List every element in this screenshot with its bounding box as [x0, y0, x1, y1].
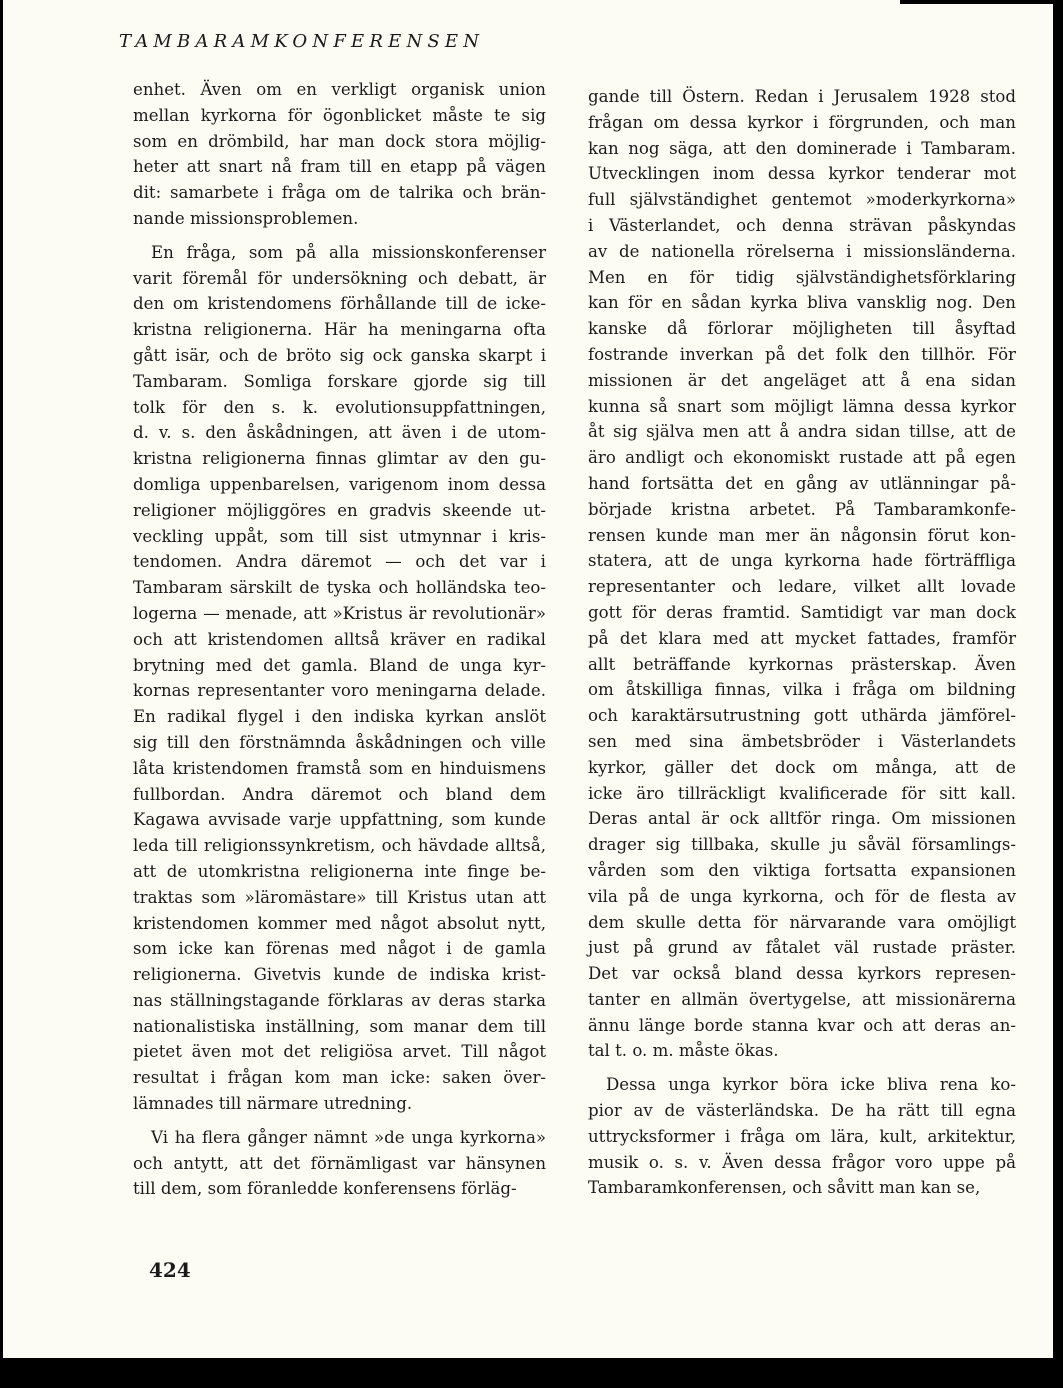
text-line: äro andligt och ekonomiskt rustade att på egen: [588, 448, 1016, 468]
text-line: religionerna. Givetvis kunde de indiska krist-: [133, 965, 546, 985]
text-line: kornas representanter voro meningarna delade.: [133, 681, 546, 701]
text-line: tendomen. Andra däremot — och det var i: [133, 552, 546, 572]
text-line: veckling uppåt, som till sist utmynnar i kris-: [133, 526, 546, 546]
text-line: Utvecklingen inom dessa kyrkor tenderar mot: [588, 164, 1016, 184]
text-line: Deras antal är ock alltför ringa. Om missionen: [588, 809, 1016, 829]
text-line: d. v. s. den åskådningen, att även i de utom-: [133, 423, 546, 443]
text-line: Vi ha flera gånger nämnt »de unga kyrkorna»: [151, 1127, 546, 1147]
text-line: nas ställningstagande förklaras av deras starka: [133, 990, 546, 1010]
text-line: logerna — menade, att »Kristus är revolutionär»: [133, 603, 546, 623]
text-line: ännu länge borde stanna kvar och att deras an-: [588, 1015, 1016, 1035]
text-line: uttrycksformer i fråga om lära, kult, arkitektur,: [588, 1126, 1016, 1146]
text-line: nationalistiska inställning, som manar dem till: [133, 1016, 546, 1036]
text-line: representanter och ledare, vilket allt lovade: [588, 577, 1016, 597]
text-line: tal t. o. m. måste ökas.: [588, 1041, 779, 1061]
text-line: musik o. s. v. Även dessa frågor voro uppe på: [588, 1152, 1016, 1172]
paragraph: [133, 240, 546, 1117]
text-line: tanter en allmän övertygelse, att missionärerna: [588, 989, 1016, 1009]
text-line: kristna religionerna finnas glimtar av den gu-: [133, 449, 546, 469]
text-line: vila på de unga kyrkorna, och för de flesta av: [588, 886, 1016, 906]
text-line: full självständighet gentemot »moderkyrkorna»: [588, 190, 1016, 210]
paragraph: [133, 77, 546, 232]
text-line: hand fortsätta det en gång av utlänningar på-: [588, 473, 1016, 493]
text-line: heter att snart nå fram till en etapp på vägen: [133, 157, 546, 177]
text-line: som en drömbild, har man dock stora möjlig-: [133, 131, 546, 151]
text-line: Tambaram. Somliga forskare gjorde sig till: [133, 371, 546, 391]
text-line: Det var också bland dessa kyrkors represen-: [588, 964, 1016, 984]
text-line: dit: samarbete i fråga om de talrika och brän-: [133, 183, 546, 203]
text-line: missionen är det angeläget att å ena sidan: [588, 370, 1016, 390]
text-line: mellan kyrkorna för ögonblicket måste te sig: [133, 105, 546, 125]
text-line: sen med sina ämbetsbröder i Västerlandets: [588, 731, 1016, 751]
text-line: att de utomkristna religionerna inte finge be-: [133, 861, 546, 881]
text-line: varit föremål för undersökning och debatt, är: [133, 268, 546, 288]
text-line: sig till den förstnämnda åskådningen och ville: [133, 732, 546, 752]
text-line: Men en för tidig självständighetsförklaring: [588, 267, 1016, 287]
text-line: drager sig tillbaka, skulle ju såväl församlings-: [588, 835, 1016, 855]
text-line: kristna religionerna. Här ha meningarna ofta: [133, 320, 546, 340]
text-line: om åtskilliga finnas, vilka i fråga om bildning: [588, 680, 1016, 700]
text-line: enhet. Även om en verkligt organisk union: [133, 80, 546, 99]
text-line: av de nationella rörelserna i missionsländerna.: [588, 241, 1016, 261]
text-line: på det klara med att mycket fattades, framför: [588, 628, 1016, 648]
text-line: tolk för den s. k. evolutionsuppfattningen,: [133, 397, 546, 417]
text-line: frågan om dessa kyrkor i förgrunden, och man: [588, 112, 1016, 132]
text-line: gott för deras framtid. Samtidigt var man dock: [588, 602, 1016, 622]
text-line: den om kristendomens förhållande till de icke-: [133, 294, 546, 314]
text-line: nande missionsproblemen.: [133, 208, 359, 228]
paragraph: [133, 1125, 546, 1202]
text-line: kan för en sådan kyrka bliva vansklig nog. Den: [588, 293, 1016, 313]
paragraph: [588, 1072, 1016, 1201]
text-line: traktas som »läromästare» till Kristus utan att: [133, 887, 546, 907]
text-line: började kristna arbetet. På Tambaramkonfe-: [588, 499, 1016, 519]
text-line: åt sig själva men att å andra sidan tillse, att de: [588, 422, 1016, 442]
text-line: brytning med det gamla. Bland de unga kyr-: [133, 655, 546, 675]
text-line: religioner möjliggöres en gradvis skeende ut-: [133, 500, 546, 520]
text-line: gått isär, och de bröto sig ock ganska skarpt i: [133, 345, 546, 365]
text-line: kan nog säga, att den dominerade i Tambaram.: [588, 138, 1016, 158]
text-line: som icke kan förenas med något i de gamla: [133, 939, 546, 959]
text-line: och att kristendomen alltså kräver en radikal: [133, 629, 546, 649]
text-line: och antytt, att det förnämligast var hänsynen: [133, 1153, 546, 1173]
text-line: dem skulle detta för närvarande vara omöjligt: [588, 912, 1016, 932]
text-line: kunna så snart som möjligt lämna dessa kyrkor: [588, 396, 1016, 416]
text-line: Tambaram särskilt de tyska och holländska teo-: [133, 578, 546, 598]
text-line: till dem, som föranledde konferensens förläg-: [133, 1179, 517, 1199]
text-line: pior av de västerländska. De ha rätt till egna: [588, 1101, 1016, 1121]
paragraph: [588, 84, 1016, 1064]
text-line: rensen kunde man mer än någonsin förut kon-: [588, 525, 1016, 545]
text-line: gande till Östern. Redan i Jerusalem 1928 stod: [588, 87, 1016, 106]
text-line: pietet även mot det religiösa arvet. Till något: [133, 1042, 546, 1062]
text-line: icke äro tillräckligt kvalificerade för sitt kall.: [588, 783, 1016, 803]
text-line: Dessa unga kyrkor böra icke bliva rena ko-: [606, 1075, 1016, 1095]
text-line: fostrande inverkan på det folk den tillhör. För: [588, 344, 1016, 364]
text-line: i Västerlandet, och denna strävan påskyndas: [588, 215, 1016, 235]
text-line: kristendomen kommer med något absolut nytt,: [133, 913, 546, 933]
text-line: leda till religionssynkretism, och hävdade alltså,: [133, 836, 546, 856]
text-line: Tambaramkonferensen, och såvitt man kan se,: [588, 1178, 981, 1198]
text-line: resultat i frågan kom man icke: saken över-: [133, 1068, 546, 1088]
text-line: fullbordan. Andra däremot och bland dem: [133, 784, 546, 804]
text-line: lämnades till närmare utredning.: [133, 1094, 413, 1114]
running-head: TAMBARAMKONFERENSEN: [119, 31, 485, 52]
text-line: En fråga, som på alla missionskonferenser: [151, 242, 546, 262]
text-line: allt beträffande kyrkornas prästerskap. Även: [588, 654, 1016, 674]
text-line: domliga uppenbarelsen, varigenom inom dessa: [133, 474, 546, 494]
book-page: [3, 0, 1053, 1358]
text-line: vården som den viktiga fortsatta expansionen: [588, 860, 1016, 880]
page-number: 424: [149, 1258, 191, 1282]
text-line: En radikal flygel i den indiska kyrkan anslöt: [133, 707, 546, 727]
text-line: kanske då förlorar möjligheten till åsyftad: [588, 319, 1016, 339]
text-line: statera, att de unga kyrkorna hade förträffliga: [588, 551, 1016, 571]
text-line: och karaktärsutrustning gott uthärda jämförel-: [588, 706, 1016, 726]
text-line: kyrkor, gäller det dock om många, att de: [588, 757, 1016, 777]
right-column: [588, 84, 1016, 1201]
text-line: låta kristendomen framstå som en hinduismens: [133, 758, 546, 778]
left-column: [133, 77, 546, 1202]
text-line: Kagawa avvisade varje uppfattning, som kunde: [133, 810, 546, 830]
scan-border: [900, 0, 1063, 4]
text-line: just på grund av fåtalet väl rustade präster.: [588, 938, 1016, 958]
